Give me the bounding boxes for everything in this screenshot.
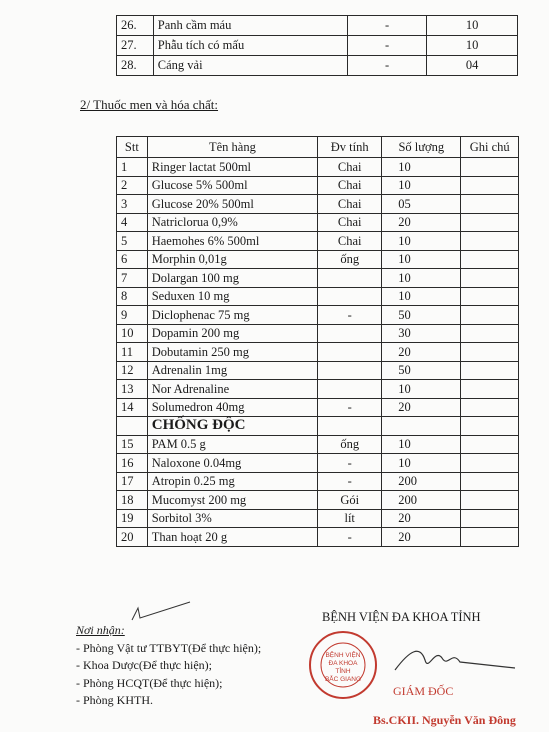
cell-name: Dopamin 200 mg bbox=[147, 324, 317, 343]
table-row bbox=[117, 269, 519, 288]
cell-stt: 8 bbox=[117, 287, 148, 306]
cell-stt: 4 bbox=[117, 213, 148, 232]
cell-unit: - bbox=[318, 528, 382, 547]
medicine-table bbox=[116, 136, 519, 547]
table-row bbox=[117, 250, 519, 269]
cell-qty: 10 bbox=[382, 176, 461, 195]
header-qty: Số lượng bbox=[382, 137, 461, 158]
header-note: Ghi chú bbox=[461, 137, 519, 158]
cell-unit bbox=[318, 380, 382, 399]
header-name: Tên hàng bbox=[147, 137, 317, 158]
cell-note bbox=[461, 287, 519, 306]
cell-empty bbox=[461, 417, 519, 436]
table-row bbox=[117, 306, 519, 325]
cell-note bbox=[461, 491, 519, 510]
cell-qty: 10 bbox=[382, 158, 461, 177]
table-row bbox=[117, 491, 519, 510]
cell-name: PAM 0.5 g bbox=[147, 435, 317, 454]
cell-stt: 15 bbox=[117, 435, 148, 454]
cell-empty bbox=[117, 417, 148, 436]
cell-name: Natriclorua 0,9% bbox=[147, 213, 317, 232]
table-row bbox=[117, 343, 519, 362]
cell-unit: Chai bbox=[318, 213, 382, 232]
cell-qty: 50 bbox=[382, 306, 461, 325]
cell-name: Phẫu tích có mấu bbox=[153, 36, 347, 56]
recipient-item: - Phòng KHTH. bbox=[76, 693, 153, 707]
cell-stt: 1 bbox=[117, 158, 148, 177]
cell-name: Mucomyst 200 mg bbox=[147, 491, 317, 510]
cell-stt: 5 bbox=[117, 232, 148, 251]
cell-qty: 20 bbox=[382, 213, 461, 232]
cell-note bbox=[461, 232, 519, 251]
cell-name: Diclophenac 75 mg bbox=[147, 306, 317, 325]
cell-stt: 18 bbox=[117, 491, 148, 510]
hospital-name: BỆNH VIỆN ĐA KHOA TỈNH bbox=[322, 610, 481, 624]
cell-stt: 3 bbox=[117, 195, 148, 214]
cell-unit bbox=[318, 361, 382, 380]
cell-stt: 10 bbox=[117, 324, 148, 343]
cell-qty: 20 bbox=[382, 528, 461, 547]
cell-name: Glucose 20% 500ml bbox=[147, 195, 317, 214]
cell-stt: 12 bbox=[117, 361, 148, 380]
cell-qty: 30 bbox=[382, 324, 461, 343]
table-row bbox=[117, 435, 519, 454]
table-row bbox=[117, 472, 519, 491]
director-name: Bs.CKII. Nguyễn Văn Đông bbox=[373, 713, 516, 727]
table-row bbox=[117, 324, 519, 343]
cell-stt: 14 bbox=[117, 398, 148, 417]
cell-note bbox=[461, 213, 519, 232]
cell-unit: Chai bbox=[318, 232, 382, 251]
section-title: 2/ Thuốc men và hóa chất: bbox=[80, 97, 219, 112]
cell-qty: 10 bbox=[382, 232, 461, 251]
cell-qty: 10 bbox=[427, 36, 518, 56]
cell-qty: 50 bbox=[382, 361, 461, 380]
table-row bbox=[117, 213, 519, 232]
cell-name: Glucose 5% 500ml bbox=[147, 176, 317, 195]
cell-qty: 10 bbox=[382, 287, 461, 306]
cell-qty: 10 bbox=[427, 16, 518, 36]
cell-unit: lít bbox=[318, 509, 382, 528]
cell-note bbox=[461, 509, 519, 528]
cell-unit bbox=[318, 269, 382, 288]
cell-empty bbox=[318, 417, 382, 436]
table-row bbox=[117, 36, 518, 56]
recipient-item: - Phòng HCQT(Để thực hiện); bbox=[76, 675, 223, 690]
cell-qty: 200 bbox=[382, 472, 461, 491]
cell-note bbox=[461, 158, 519, 177]
recipients-block bbox=[76, 622, 261, 710]
stamp-line-2: ĐA KHOA bbox=[328, 660, 358, 667]
cell-stt: 11 bbox=[117, 343, 148, 362]
cell-name: Dobutamin 250 mg bbox=[147, 343, 317, 362]
cell-unit bbox=[318, 324, 382, 343]
cell-unit: - bbox=[347, 56, 426, 76]
cell-stt: 7 bbox=[117, 269, 148, 288]
stamp-line-4: BẮC GIANG bbox=[324, 676, 362, 683]
cell-qty: 04 bbox=[427, 56, 518, 76]
section-heading-row bbox=[117, 417, 519, 436]
cell-qty: 10 bbox=[382, 380, 461, 399]
cell-unit: - bbox=[318, 398, 382, 417]
cell-stt: 19 bbox=[117, 509, 148, 528]
table-row bbox=[117, 16, 518, 36]
cell-stt: 20 bbox=[117, 528, 148, 547]
cell-name: Seduxen 10 mg bbox=[147, 287, 317, 306]
cell-name: Sorbitol 3% bbox=[147, 509, 317, 528]
cell-unit: - bbox=[347, 16, 426, 36]
cell-note bbox=[461, 269, 519, 288]
cell-stt: 6 bbox=[117, 250, 148, 269]
cell-unit: ống bbox=[318, 250, 382, 269]
header-stt: Stt bbox=[117, 137, 148, 158]
cell-qty: 10 bbox=[382, 269, 461, 288]
cell-note bbox=[461, 195, 519, 214]
signature-icon bbox=[390, 640, 520, 680]
cell-stt: 17 bbox=[117, 472, 148, 491]
cell-qty: 10 bbox=[382, 435, 461, 454]
table-row bbox=[117, 56, 518, 76]
cell-stt: 2 bbox=[117, 176, 148, 195]
table-row bbox=[117, 454, 519, 473]
cell-name: Dolargan 100 mg bbox=[147, 269, 317, 288]
cell-name: Panh cầm máu bbox=[153, 16, 347, 36]
cell-qty: 20 bbox=[382, 398, 461, 417]
cell-unit bbox=[318, 343, 382, 362]
table-row bbox=[117, 287, 519, 306]
cell-note bbox=[461, 380, 519, 399]
cell-note bbox=[461, 435, 519, 454]
cell-qty: 20 bbox=[382, 343, 461, 362]
cell-unit: - bbox=[318, 306, 382, 325]
cell-note bbox=[461, 528, 519, 547]
cell-unit: Gói bbox=[318, 491, 382, 510]
recipients-label: Nơi nhận: bbox=[76, 623, 125, 637]
table-row bbox=[117, 509, 519, 528]
cell-stt: 26. bbox=[117, 16, 154, 36]
cell-note bbox=[461, 176, 519, 195]
header-unit: Đv tính bbox=[318, 137, 382, 158]
cell-qty: 20 bbox=[382, 509, 461, 528]
cell-empty bbox=[382, 417, 461, 436]
cell-note bbox=[461, 454, 519, 473]
initials-scribble-icon bbox=[130, 600, 192, 624]
cell-name: Haemohes 6% 500ml bbox=[147, 232, 317, 251]
cell-qty: 10 bbox=[382, 250, 461, 269]
cell-note bbox=[461, 398, 519, 417]
cell-qty: 200 bbox=[382, 491, 461, 510]
stamp-line-3: TỈNH bbox=[335, 668, 351, 675]
cell-qty: 05 bbox=[382, 195, 461, 214]
cell-note bbox=[461, 250, 519, 269]
table-row bbox=[117, 158, 519, 177]
cell-qty: 10 bbox=[382, 454, 461, 473]
cell-stt: 28. bbox=[117, 56, 154, 76]
cell-name: Ringer lactat 500ml bbox=[147, 158, 317, 177]
table-row bbox=[117, 176, 519, 195]
cell-unit: Chai bbox=[318, 176, 382, 195]
cell-stt: 16 bbox=[117, 454, 148, 473]
table-row bbox=[117, 528, 519, 547]
cell-unit bbox=[318, 287, 382, 306]
section-heading: CHỐNG ĐỘC bbox=[147, 417, 317, 436]
table-row bbox=[117, 195, 519, 214]
cell-unit: - bbox=[318, 472, 382, 491]
cell-unit: ống bbox=[318, 435, 382, 454]
cell-note bbox=[461, 343, 519, 362]
recipient-item: - Khoa Dược(Để thực hiện); bbox=[76, 658, 212, 672]
cell-stt: 9 bbox=[117, 306, 148, 325]
cell-stt: 27. bbox=[117, 36, 154, 56]
cell-name: Naloxone 0.04mg bbox=[147, 454, 317, 473]
table-header-row bbox=[117, 137, 519, 158]
cell-note bbox=[461, 324, 519, 343]
director-title: GIÁM ĐỐC bbox=[393, 684, 454, 698]
cell-name: Cáng vải bbox=[153, 56, 347, 76]
cell-name: Morphin 0,01g bbox=[147, 250, 317, 269]
table-row bbox=[117, 380, 519, 399]
cell-note bbox=[461, 361, 519, 380]
recipient-item: - Phòng Vật tư TTBYT(Để thực hiện); bbox=[76, 640, 262, 655]
cell-unit: Chai bbox=[318, 195, 382, 214]
stamp-line-1: BỆNH VIỆN bbox=[325, 652, 361, 659]
cell-name: Solumedron 40mg bbox=[147, 398, 317, 417]
table-row bbox=[117, 232, 519, 251]
table-row bbox=[117, 361, 519, 380]
cell-name: Atropin 0.25 mg bbox=[147, 472, 317, 491]
official-stamp-icon bbox=[308, 625, 378, 705]
cell-name: Nor Adrenaline bbox=[147, 380, 317, 399]
table-row bbox=[117, 398, 519, 417]
cell-unit: - bbox=[347, 36, 426, 56]
equipment-table-continued bbox=[116, 15, 518, 76]
cell-note bbox=[461, 306, 519, 325]
cell-note bbox=[461, 472, 519, 491]
cell-unit: Chai bbox=[318, 158, 382, 177]
cell-stt: 13 bbox=[117, 380, 148, 399]
cell-unit: - bbox=[318, 454, 382, 473]
cell-name: Than hoạt 20 g bbox=[147, 528, 317, 547]
cell-name: Adrenalin 1mg bbox=[147, 361, 317, 380]
